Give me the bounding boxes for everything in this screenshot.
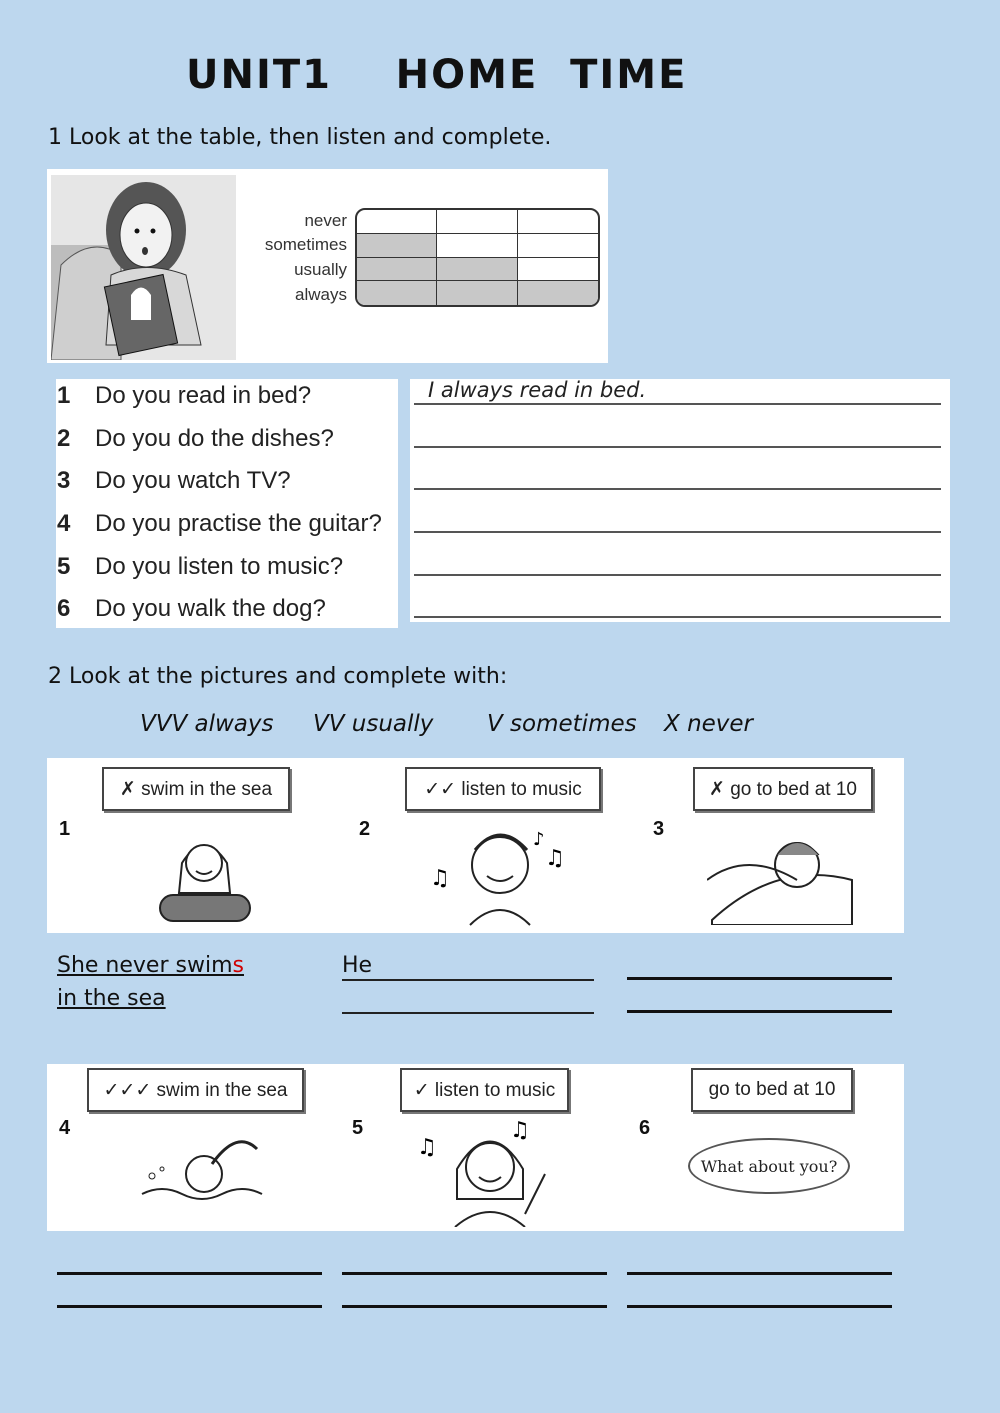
picture-number-3: 3 (653, 818, 665, 840)
item2-start-word: He (342, 953, 373, 978)
svg-text:♫: ♫ (545, 846, 565, 871)
svg-text:♪: ♪ (533, 829, 545, 850)
girl-reading-illustration (51, 175, 236, 360)
example-answer-line2: in the sea (57, 986, 166, 1011)
picture-number-1: 1 (59, 818, 71, 840)
swimmer-illustration (132, 1124, 272, 1214)
freq-label-never: never (304, 211, 347, 230)
activity-box-1: ✗ swim in the sea (102, 767, 290, 811)
legend-sometimes: V sometimes (487, 711, 637, 737)
activity-box-2: ✓✓ listen to music (405, 767, 601, 811)
legend-never: X never (664, 711, 754, 737)
item3-line-2[interactable] (627, 1010, 892, 1013)
picture-number-6: 6 (639, 1117, 651, 1139)
item6-line-1[interactable] (627, 1272, 892, 1275)
question-5: 5 Do you listen to music? (57, 553, 344, 580)
question-1: 1 Do you read in bed? (57, 382, 312, 409)
pictures-row-1 (47, 758, 904, 933)
svg-text:♫: ♫ (430, 866, 450, 891)
item2-underline-2[interactable] (342, 1012, 594, 1014)
example-answer: I always read in bed. (428, 378, 647, 402)
item5-line-1[interactable] (342, 1272, 607, 1275)
question-6: 6 Do you walk the dog? (57, 595, 326, 622)
freq-label-usually: usually (294, 260, 347, 279)
page-title: UNIT1 HOME TIME (186, 52, 688, 98)
svg-text:♫: ♫ (510, 1119, 530, 1143)
answer-line-1[interactable] (414, 403, 941, 405)
picture-number-4: 4 (59, 1117, 71, 1139)
item4-line-2[interactable] (57, 1305, 322, 1308)
item4-line-1[interactable] (57, 1272, 322, 1275)
pictures-row-2 (47, 1064, 904, 1231)
girl-swim-ring-illustration (152, 823, 257, 928)
speech-bubble: What about you? (688, 1138, 850, 1194)
activity-box-3: ✗ go to bed at 10 (693, 767, 873, 811)
picture-number-2: 2 (359, 818, 371, 840)
freq-label-always: always (295, 285, 347, 304)
svg-text:♫: ♫ (417, 1135, 437, 1160)
answer-line-3[interactable] (414, 488, 941, 490)
example-answer-line1: She never swims (57, 953, 244, 978)
exercise1-instruction: 1 Look at the table, then listen and complete. (48, 125, 552, 150)
boy-music-illustration (425, 820, 575, 930)
legend-always: VVV always (140, 711, 274, 737)
exercise2-instruction: 2 Look at the pictures and complete with: (48, 664, 508, 689)
activity-box-6: go to bed at 10 (691, 1068, 853, 1112)
answer-line-5[interactable] (414, 574, 941, 576)
questions-card (56, 379, 398, 628)
answer-line-6[interactable] (414, 616, 941, 618)
answers-card (410, 379, 950, 622)
frequency-grid (355, 208, 600, 307)
question-3: 3 Do you watch TV? (57, 467, 291, 494)
item5-line-2[interactable] (342, 1305, 607, 1308)
activity-box-5: ✓ listen to music (400, 1068, 569, 1112)
answer-line-4[interactable] (414, 531, 941, 533)
item6-line-2[interactable] (627, 1305, 892, 1308)
legend-usually: VV usually (313, 711, 434, 737)
item2-underline-1[interactable] (342, 979, 594, 981)
answer-line-2[interactable] (414, 446, 941, 448)
freq-label-sometimes: sometimes (264, 235, 347, 254)
question-2: 2 Do you do the dishes? (57, 425, 334, 452)
boy-sleeping-illustration (707, 820, 857, 925)
question-4: 4 Do you practise the guitar? (57, 510, 382, 537)
item3-line-1[interactable] (627, 977, 892, 980)
picture-number-5: 5 (352, 1117, 364, 1139)
girl-music-illustration (415, 1119, 565, 1227)
activity-box-4: ✓✓✓ swim in the sea (87, 1068, 304, 1112)
